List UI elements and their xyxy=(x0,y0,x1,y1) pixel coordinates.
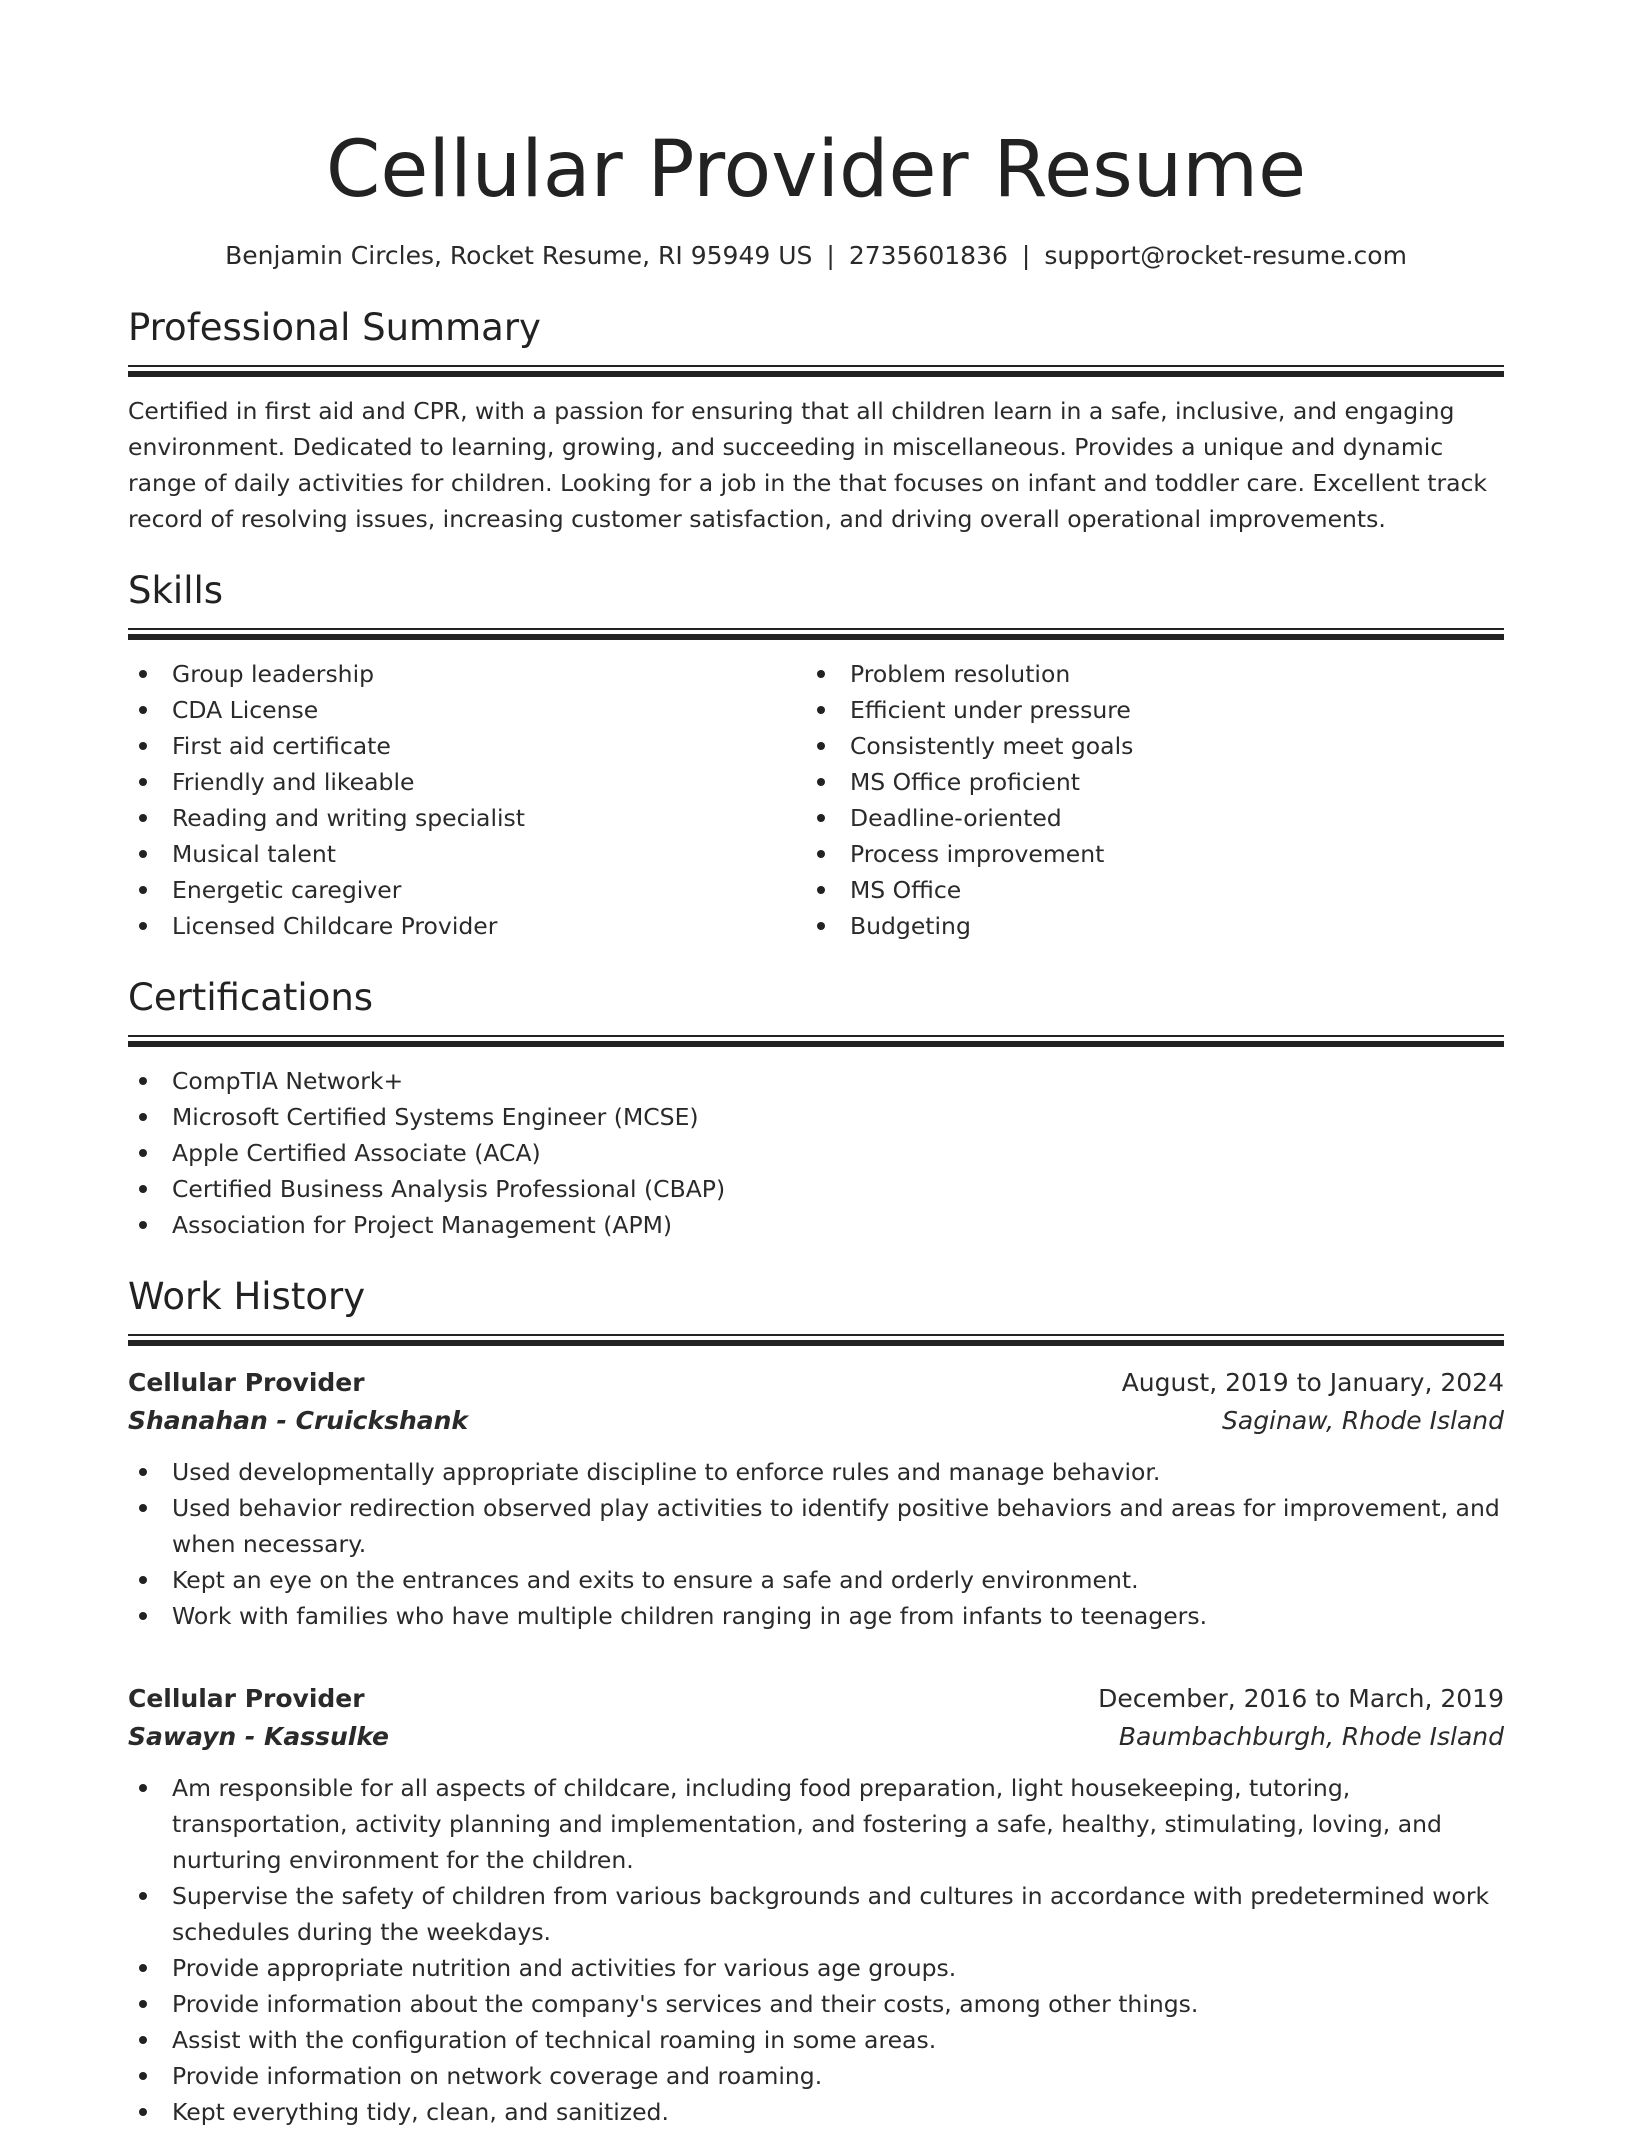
skill-label: Efficient under pressure xyxy=(850,696,1131,724)
skill-item xyxy=(128,872,806,908)
bullet-icon xyxy=(817,778,825,786)
job-location: Saginaw, Rhode Island xyxy=(1222,1406,1504,1435)
certification-item xyxy=(128,1063,1504,1099)
job-duty-item xyxy=(128,2058,1504,2094)
skill-label: MS Office xyxy=(850,876,962,904)
skill-label: MS Office proficient xyxy=(850,768,1080,796)
bullet-icon xyxy=(817,670,825,678)
bullet-icon xyxy=(139,1892,147,1900)
skill-label: CDA License xyxy=(172,696,319,724)
job-company: Shanahan - Cruickshank xyxy=(128,1406,469,1435)
section-divider xyxy=(128,365,1504,377)
job-entry xyxy=(128,1680,1504,2130)
skills-right-list xyxy=(806,656,1484,944)
skill-label: Group leadership xyxy=(172,660,375,688)
job-duty-text: Used developmentally appropriate discipline to enforce rules and manage behavior. xyxy=(172,1458,1161,1486)
bullet-icon xyxy=(817,886,825,894)
bullet-icon xyxy=(139,2072,147,2080)
skills-columns xyxy=(128,656,1504,944)
job-title: Cellular Provider xyxy=(128,1684,365,1713)
section-divider xyxy=(128,1035,1504,1047)
skill-label: Process improvement xyxy=(850,840,1105,868)
job-company: Sawayn - Kassulke xyxy=(128,1722,390,1751)
job-duty-item xyxy=(128,1986,1504,2022)
skill-label: Deadline-oriented xyxy=(850,804,1062,832)
section-heading: Professional Summary xyxy=(128,306,541,349)
job-company-row xyxy=(128,1402,1504,1440)
skill-item xyxy=(806,908,1484,944)
job-duty-item xyxy=(128,1598,1504,1634)
section-divider xyxy=(128,1334,1504,1346)
bullet-icon xyxy=(139,850,147,858)
bullet-icon xyxy=(139,1576,147,1584)
contact-address: Benjamin Circles, Rocket Resume, RI 95949 US xyxy=(225,241,813,270)
skill-item xyxy=(128,728,806,764)
bullet-icon xyxy=(139,1077,147,1085)
skill-label: First aid certificate xyxy=(172,732,391,760)
resume-page xyxy=(128,0,1504,2130)
skill-item xyxy=(128,836,806,872)
bullet-icon xyxy=(139,706,147,714)
work-history-section xyxy=(128,1273,1504,2130)
summary-section xyxy=(128,304,1504,537)
job-dates: August, 2019 to January, 2024 xyxy=(1121,1368,1504,1397)
job-location: Baumbachburgh, Rhode Island xyxy=(1118,1722,1504,1751)
job-duty-text: Kept an eye on the entrances and exits to ensure a safe and orderly environment. xyxy=(172,1566,1139,1594)
job-duty-item xyxy=(128,2022,1504,2058)
skill-item xyxy=(806,836,1484,872)
job-duty-item xyxy=(128,1878,1504,1950)
skill-label: Budgeting xyxy=(850,912,971,940)
skill-item xyxy=(806,872,1484,908)
job-entry xyxy=(128,1364,1504,1634)
job-duty-item xyxy=(128,1770,1504,1878)
job-duty-text: Used behavior redirection observed play activities to identify positive behaviors and areas for improvement, and when necessary. xyxy=(172,1494,1500,1558)
bullet-icon xyxy=(139,2000,147,2008)
certification-label: Apple Certified Associate (ACA) xyxy=(172,1139,541,1167)
skill-item xyxy=(806,656,1484,692)
summary-text: Certified in first aid and CPR, with a passion for ensuring that all children learn in a safe, inclusive, and engaging environment. Dedicated to learning, growing, and succeeding in miscellaneous. Provides a unique and dynamic range of daily activities for children. Looking for a job in the that focuses on infant and toddler care. Excellent track record of resolving issues, increasing customer satisfaction, and driving overall operational improvements. xyxy=(128,397,1488,533)
job-title: Cellular Provider xyxy=(128,1368,365,1397)
bullet-icon xyxy=(139,2108,147,2116)
certification-item xyxy=(128,1171,1504,1207)
job-duty-text: Supervise the safety of children from various backgrounds and cultures in accordance with predetermined work schedules during the weekdays. xyxy=(172,1882,1490,1946)
job-duty-text: Work with families who have multiple children ranging in age from infants to teenagers. xyxy=(172,1602,1208,1630)
certification-item xyxy=(128,1207,1504,1243)
bullet-icon xyxy=(139,670,147,678)
bullet-icon xyxy=(139,1113,147,1121)
certification-label: Association for Project Management (APM) xyxy=(172,1211,673,1239)
certification-label: Certified Business Analysis Professional (CBAP) xyxy=(172,1175,726,1203)
section-heading: Work History xyxy=(128,1275,366,1318)
bullet-icon xyxy=(139,1468,147,1476)
certifications-list xyxy=(128,1063,1504,1243)
bullet-icon xyxy=(817,814,825,822)
bullet-icon xyxy=(139,1612,147,1620)
bullet-icon xyxy=(139,814,147,822)
job-duty-item xyxy=(128,1950,1504,1986)
job-company-row xyxy=(128,1718,1504,1756)
certifications-section xyxy=(128,974,1504,1243)
bullet-icon xyxy=(139,778,147,786)
job-duty-item xyxy=(128,2094,1504,2130)
bullet-icon xyxy=(139,1149,147,1157)
skill-item xyxy=(806,800,1484,836)
bullet-icon xyxy=(139,922,147,930)
contact-separator: | xyxy=(826,241,835,270)
job-duty-text: Assist with the configuration of technical roaming in some areas. xyxy=(172,2026,937,2054)
skill-label: Energetic caregiver xyxy=(172,876,402,904)
skill-label: Consistently meet goals xyxy=(850,732,1134,760)
bullet-icon xyxy=(817,922,825,930)
bullet-icon xyxy=(817,742,825,750)
skill-item xyxy=(128,908,806,944)
bullet-icon xyxy=(139,886,147,894)
resume-title: Cellular Provider Resume xyxy=(325,125,1307,215)
job-duty-text: Kept everything tidy, clean, and sanitized. xyxy=(172,2098,669,2126)
skill-label: Reading and writing specialist xyxy=(172,804,525,832)
contact-line xyxy=(128,238,1504,274)
certification-item xyxy=(128,1135,1504,1171)
certification-label: CompTIA Network+ xyxy=(172,1067,404,1095)
bullet-icon xyxy=(139,742,147,750)
bullet-icon xyxy=(139,2036,147,2044)
section-heading: Certifications xyxy=(128,976,374,1019)
skill-item xyxy=(128,764,806,800)
section-divider xyxy=(128,628,1504,640)
skill-item xyxy=(806,728,1484,764)
bullet-icon xyxy=(139,1964,147,1972)
skill-label: Friendly and likeable xyxy=(172,768,415,796)
job-duty-item xyxy=(128,1562,1504,1598)
section-heading: Skills xyxy=(128,569,224,612)
certification-label: Microsoft Certified Systems Engineer (MCSE) xyxy=(172,1103,699,1131)
job-dates: December, 2016 to March, 2019 xyxy=(1098,1684,1504,1713)
contact-email[interactable]: support@rocket-resume.com xyxy=(1044,241,1407,270)
job-header-row xyxy=(128,1364,1504,1402)
skill-label: Licensed Childcare Provider xyxy=(172,912,498,940)
bullet-icon xyxy=(139,1185,147,1193)
job-duty-text: Provide appropriate nutrition and activities for various age groups. xyxy=(172,1954,957,1982)
contact-separator: | xyxy=(1021,241,1031,270)
bullet-icon xyxy=(139,1784,147,1792)
skill-item xyxy=(128,800,806,836)
job-duty-text: Provide information on network coverage and roaming. xyxy=(172,2062,823,2090)
skill-item xyxy=(128,692,806,728)
job-duty-text: Provide information about the company's services and their costs, among other things. xyxy=(172,1990,1199,2018)
job-duties-list xyxy=(128,1454,1504,1634)
skills-section xyxy=(128,567,1504,944)
job-duties-list xyxy=(128,1770,1504,2130)
bullet-icon xyxy=(817,706,825,714)
skill-label: Problem resolution xyxy=(850,660,1071,688)
skill-item xyxy=(128,656,806,692)
bullet-icon xyxy=(139,1221,147,1229)
bullet-icon xyxy=(817,850,825,858)
bullet-icon xyxy=(139,1504,147,1512)
skill-label: Musical talent xyxy=(172,840,336,868)
job-header-row xyxy=(128,1680,1504,1718)
skills-left-list xyxy=(128,656,806,944)
job-duty-item xyxy=(128,1490,1504,1562)
contact-phone: 2735601836 xyxy=(848,241,1008,270)
job-duty-text: Am responsible for all aspects of childcare, including food preparation, light housekeeping, tutoring, transportation, activity planning and implementation, and fostering a safe, healthy, stimulating, loving, and nurturing environment for the children. xyxy=(172,1774,1442,1874)
skill-item xyxy=(806,764,1484,800)
job-duty-item xyxy=(128,1454,1504,1490)
skill-item xyxy=(806,692,1484,728)
certification-item xyxy=(128,1099,1504,1135)
